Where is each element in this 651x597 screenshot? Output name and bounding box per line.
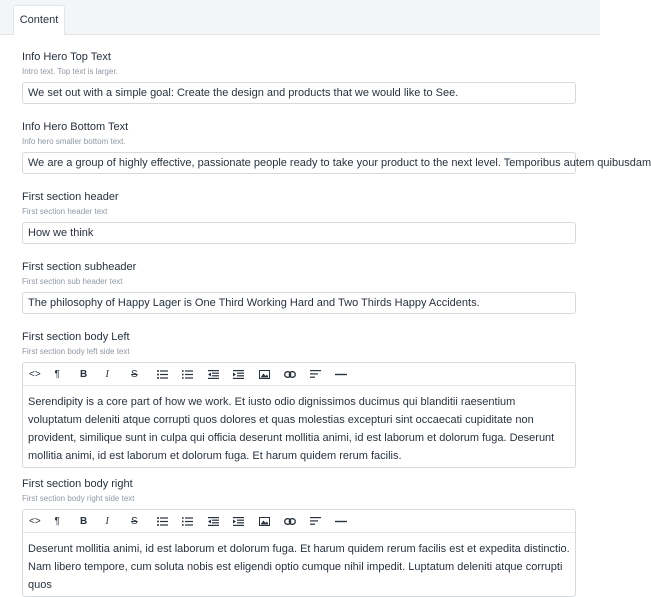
rich-text-editor-body-right xyxy=(22,509,576,597)
field-label: First section header xyxy=(22,191,119,203)
field-info-hero-bottom-text xyxy=(22,120,651,174)
ordered-list-icon[interactable] xyxy=(182,510,208,532)
indent-icon[interactable] xyxy=(233,510,259,532)
field-label: First section body right xyxy=(22,478,133,490)
tab-content[interactable]: Content xyxy=(13,5,65,35)
field-first-section-subheader xyxy=(22,260,576,314)
field-label: First section body Left xyxy=(22,331,130,343)
rich-text-editor-body-left xyxy=(22,362,576,468)
horizontal-rule-icon[interactable] xyxy=(335,510,361,532)
image-icon[interactable] xyxy=(259,363,285,385)
field-first-section-body-left xyxy=(22,330,576,468)
field-help: First section body right side text xyxy=(22,494,135,503)
field-label: Info Hero Bottom Text xyxy=(22,121,129,133)
first-section-subheader-input[interactable]: The philosophy of Happy Lager is One Third Working Hard and Two Thirds Happy Accidents. xyxy=(22,292,576,314)
image-icon[interactable] xyxy=(259,510,285,532)
indent-icon[interactable] xyxy=(233,363,259,385)
field-help: Intro text. Top text is larger. xyxy=(22,67,118,76)
field-help: First section sub header text xyxy=(22,277,123,286)
unordered-list-icon[interactable] xyxy=(157,363,183,385)
field-label: First section subheader xyxy=(22,261,137,273)
outdent-icon[interactable] xyxy=(208,510,234,532)
first-section-header-input[interactable]: How we think xyxy=(22,222,576,244)
italic-icon[interactable]: I xyxy=(105,368,109,380)
field-help: Info hero smaller bottom text. xyxy=(22,137,126,146)
info-hero-top-text-input[interactable]: We set out with a simple goal: Create the design and products that we would like to See. xyxy=(22,82,576,104)
align-icon[interactable] xyxy=(310,363,336,385)
italic-icon[interactable]: I xyxy=(105,515,109,527)
field-first-section-header xyxy=(22,190,576,244)
horizontal-rule-icon[interactable] xyxy=(335,363,361,385)
paragraph-icon[interactable]: ¶ xyxy=(54,515,60,527)
field-help: First section body left side text xyxy=(22,347,130,356)
unordered-list-icon[interactable] xyxy=(157,510,183,532)
outdent-icon[interactable] xyxy=(208,363,234,385)
paragraph-icon[interactable]: ¶ xyxy=(54,368,60,380)
code-icon[interactable]: <> xyxy=(29,515,41,527)
align-icon[interactable] xyxy=(310,510,336,532)
tab-bar xyxy=(0,0,600,35)
strikethrough-icon[interactable]: S xyxy=(131,515,138,527)
editor-body-left-text[interactable]: Serendipity is a core part of how we work. Et iusto odio dignissimos ducimus qui blanditii raesentium voluptatum deleniti atque corrupti quos dolores et quas molestias excepturi sint occaecati cupiditate non provident, similique sunt in culpa qui officia deserunt mollitia animi, id est laborum et dolorum fuga. Deserunt mollitia animi, id est laborum et dolorum fuga. Et harum quidem rerum facilis. xyxy=(28,396,555,462)
field-info-hero-top-text xyxy=(22,50,576,104)
editor-toolbar xyxy=(23,363,575,386)
link-icon[interactable] xyxy=(284,363,310,385)
editor-toolbar xyxy=(23,510,575,533)
code-icon[interactable]: <> xyxy=(29,368,41,380)
strikethrough-icon[interactable]: S xyxy=(131,368,138,380)
bold-icon[interactable]: B xyxy=(80,368,88,380)
link-icon[interactable] xyxy=(284,510,310,532)
ordered-list-icon[interactable] xyxy=(182,363,208,385)
field-first-section-body-right xyxy=(22,477,576,597)
info-hero-bottom-text-input[interactable]: We are a group of highly effective, passionate people ready to take your product to the next level. Temporibus autem quibusdam xyxy=(22,152,576,174)
bold-icon[interactable]: B xyxy=(80,515,88,527)
field-label: Info Hero Top Text xyxy=(22,51,111,63)
field-help: First section header text xyxy=(22,207,108,216)
editor-body-right-text[interactable]: Deserunt mollitia animi, id est laborum et dolorum fuga. Et harum quidem rerum facilis est et expedita distinctio. Nam libero tempore, cum soluta nobis est eligendi optio cumque nihil impedit. Luptatum deleniti atque corrupti quos xyxy=(28,543,570,591)
